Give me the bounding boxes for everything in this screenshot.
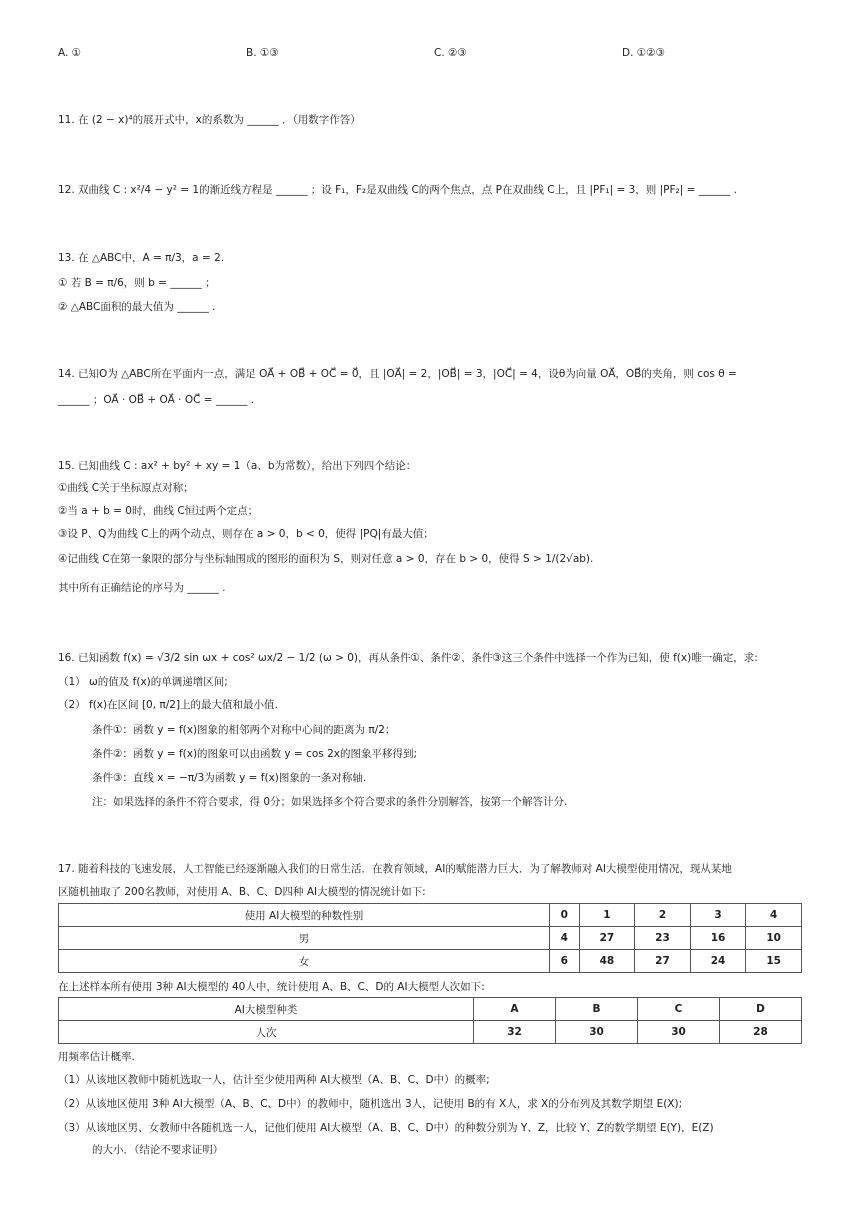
table-cell: 16 bbox=[690, 927, 746, 950]
question-14-line-1: 14. 已知O为 △ABC所在平面内一点，满足 OA⃗ + OB⃗ + OC⃗ = 0⃗，且 |OA⃗| = 2，|OB⃗| = 3，|OC⃗| = 4，设θ为向量 OA⃗，OB⃗的夹角，则 cos θ = bbox=[58, 368, 737, 380]
table-header-cell: 1 bbox=[579, 904, 635, 927]
question-15-item-3: ③设 P、Q为曲线 C上的两个动点，则存在 a > 0，b < 0，使得 |PQ|有最大值； bbox=[58, 528, 434, 540]
table-header-row bbox=[59, 998, 802, 1021]
table-cell: 32 bbox=[474, 1021, 556, 1044]
model-count-table bbox=[58, 997, 802, 1044]
question-13-part-1: ① 若 B = π/6，则 b = ______ ； bbox=[58, 277, 216, 289]
option-b: B. ①③ bbox=[246, 47, 279, 59]
table-header-cell: B bbox=[556, 998, 638, 1021]
table-cell: 女 bbox=[59, 950, 550, 973]
table-row bbox=[59, 1021, 802, 1044]
usage-table bbox=[58, 903, 802, 973]
question-15-item-4: ④记曲线 C在第一象限的部分与坐标轴围成的图形的面积为 S，则对任意 a > 0，存在 b > 0，使得 S > 1/(2√ab). bbox=[58, 553, 594, 565]
question-16-note: 注：如果选择的条件不符合要求，得 0分；如果选择多个符合要求的条件分别解答，按第一个解答计分. bbox=[92, 796, 568, 808]
table-cell: 30 bbox=[638, 1021, 720, 1044]
table-header-cell: D bbox=[720, 998, 802, 1021]
question-17-part-1: （1）从该地区教师中随机选取一人，估计至少使用两种 AI大模型（A、B、C、D中）的概率; bbox=[58, 1074, 490, 1086]
table-header-cell: C bbox=[638, 998, 720, 1021]
table-header-cell: 2 bbox=[635, 904, 691, 927]
question-17-part-3: （3）从该地区男、女教师中各随机选一人，记他们使用 AI大模型（A、B、C、D中）的种数分别为 Y、Z，比较 Y、Z的数学期望 E(Y)，E(Z) bbox=[58, 1122, 714, 1134]
table-cell: 27 bbox=[579, 927, 635, 950]
question-17-intro-1: 17. 随着科技的飞速发展，人工智能已经逐渐融入我们的日常生活．在教育领域，AI的赋能潜力巨大．为了解教师对 AI大模型使用情况，现从某地 bbox=[58, 863, 732, 875]
table-cell: 10 bbox=[746, 927, 802, 950]
option-d: D. ①②③ bbox=[622, 47, 665, 59]
table-header-cell: 4 bbox=[746, 904, 802, 927]
table-cell: 男 bbox=[59, 927, 550, 950]
question-16-part-1: （1） ω的值及 f(x)的单调递增区间; bbox=[58, 676, 228, 688]
question-15-item-2: ②当 a + b = 0时，曲线 C恒过两个定点； bbox=[58, 505, 259, 517]
table-header-cell: 3 bbox=[690, 904, 746, 927]
table-header-cell: 0 bbox=[550, 904, 580, 927]
table-header-cell: 使用 AI大模型的种数性别 bbox=[59, 904, 550, 927]
table-cell: 4 bbox=[550, 927, 580, 950]
question-16-condition-2: 条件②：函数 y = f(x)的图象可以由函数 y = cos 2x的图象平移得到; bbox=[92, 748, 418, 760]
question-17-after-0: 用频率估计概率. bbox=[58, 1051, 135, 1063]
table-cell: 6 bbox=[550, 950, 580, 973]
table-cell: 24 bbox=[690, 950, 746, 973]
table-cell: 28 bbox=[720, 1021, 802, 1044]
table-cell: 48 bbox=[579, 950, 635, 973]
table-cell: 15 bbox=[746, 950, 802, 973]
table-cell: 30 bbox=[556, 1021, 638, 1044]
table-cell: 人次 bbox=[59, 1021, 474, 1044]
table-cell: 27 bbox=[635, 950, 691, 973]
question-16-part-2: （2） f(x)在区间 [0, π/2]上的最大值和最小值. bbox=[58, 699, 278, 711]
question-16-stem: 16. 已知函数 f(x) = √3/2 sin ωx + cos² ωx/2 − 1/2 (ω > 0)，再从条件①、条件②、条件③这三个条件中选择一个作为已知，使 f(x)唯一确定，求: bbox=[58, 652, 758, 664]
question-16-condition-3: 条件③：直线 x = −π/3为函数 y = f(x)图象的一条对称轴. bbox=[92, 772, 367, 784]
question-14-line-2: ______ ；OA⃗ · OB⃗ + OA⃗ · OC⃗ = ______ . bbox=[58, 394, 255, 406]
question-16-condition-1: 条件①：函数 y = f(x)图象的相邻两个对称中心间的距离为 π/2； bbox=[92, 724, 396, 736]
question-17-intro-2: 区随机抽取了 200名教师，对使用 A、B、C、D四种 AI大模型的情况统计如下: bbox=[58, 886, 426, 898]
question-17-part-3-cont: 的大小．（结论不要求证明） bbox=[92, 1144, 224, 1156]
table-header-row bbox=[59, 904, 802, 927]
question-15-stem: 15. 已知曲线 C : ax² + by² + xy = 1（a、b为常数），给出下列四个结论： bbox=[58, 460, 417, 472]
question-17-between: 在上述样本所有使用 3种 AI大模型的 40人中，统计使用 A、B、C、D的 AI大模型人次如下: bbox=[58, 981, 485, 993]
question-11: 11. 在 (2 − x)⁴的展开式中，x的系数为 ______ ．（用数字作答） bbox=[58, 114, 361, 126]
question-13-stem: 13. 在 △ABC中，A = π/3，a = 2. bbox=[58, 252, 225, 264]
table-cell: 23 bbox=[635, 927, 691, 950]
question-15-answer: 其中所有正确结论的序号为 ______ . bbox=[58, 582, 226, 594]
question-12: 12. 双曲线 C : x²/4 − y² = 1的渐近线方程是 ______ ；设 F₁，F₂是双曲线 C的两个焦点，点 P在双曲线 C上，且 |PF₁| = 3，则 |PF₂| = ______ . bbox=[58, 184, 737, 196]
table-row bbox=[59, 927, 802, 950]
question-15-item-1: ①曲线 C关于坐标原点对称； bbox=[58, 482, 194, 494]
table-header-cell: A bbox=[474, 998, 556, 1021]
option-c: C. ②③ bbox=[434, 47, 467, 59]
question-13-part-2: ② △ABC面积的最大值为 ______ . bbox=[58, 301, 216, 313]
option-a: A. ① bbox=[58, 47, 82, 59]
table-header-cell: AI大模型种类 bbox=[59, 998, 474, 1021]
table-row bbox=[59, 950, 802, 973]
question-17-part-2: （2）从该地区使用 3种 AI大模型（A、B、C、D中）的教师中，随机选出 3人，记使用 B的有 X人，求 X的分布列及其数学期望 E(X); bbox=[58, 1098, 683, 1110]
